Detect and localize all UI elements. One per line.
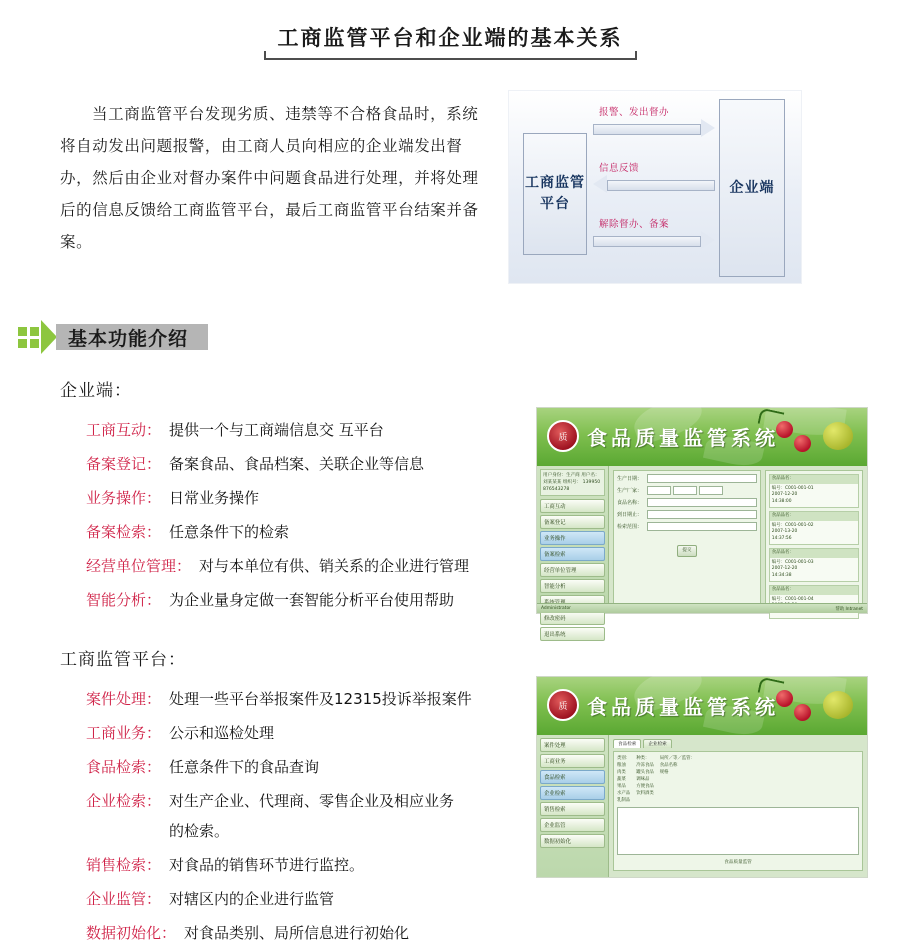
field-label: 到日期止：	[617, 511, 643, 518]
diagram-arrow-feedback-label: 信息反馈	[599, 163, 640, 174]
checkbox-item[interactable]: 乳制品	[617, 798, 631, 803]
feature-value: 公示和巡检处理	[169, 724, 275, 742]
arrow-right-icon	[701, 119, 715, 137]
diagram-arrow-close-label: 解除督办、备案	[599, 219, 670, 230]
list-item	[86, 752, 526, 782]
app-banner-title: 食品质量监管系统	[587, 426, 779, 450]
feature-value-line1: 对生产企业、代理商、零售企业及相应业务	[169, 792, 455, 810]
sidebar-item-jingying-danwei-guanli[interactable]: 经营单位管理	[540, 563, 605, 577]
feature-value: 日常业务操作	[169, 489, 260, 507]
feature-value: 提供一个与工商端信息交 互平台	[169, 421, 384, 439]
app-statusbar	[537, 603, 867, 613]
sidebar-item-shuju-chushihua[interactable]: 数据初始化	[540, 834, 605, 848]
feature-value-line2: 的检索。	[169, 822, 230, 840]
feature-key: 企业监管：	[86, 890, 162, 908]
checkbox-item[interactable]: 蔬菜	[617, 777, 626, 782]
footer-note: 食品质量监管	[724, 860, 752, 865]
sidebar-item-beian-dengji[interactable]: 备案登记	[540, 515, 605, 529]
tab-bar	[613, 739, 863, 748]
form-row	[617, 510, 757, 519]
feature-value: 对与本单位有供、销关系的企业进行管理	[199, 557, 470, 575]
feature-value	[169, 786, 454, 846]
app-logo: 质	[547, 420, 579, 452]
card-header: 食品品名：	[770, 475, 858, 484]
food-name-input[interactable]	[647, 498, 757, 507]
card-line: 编号：C001-001-03	[771, 559, 814, 565]
feature-key: 案件处理：	[86, 690, 162, 708]
intro-paragraph: 当工商监管平台发现劣质、违禁等不合格食品时，系统将自动发出问题报警，由工商人员向相应的企业端发出督办，然后由企业对督办案件中问题食品进行处理，并将处理后的信息反馈给工商监管平台，最后工商监管平台结案并备案。	[60, 105, 479, 251]
manufacturer-input-3[interactable]	[699, 486, 723, 495]
relationship-diagram	[508, 90, 802, 284]
arrow-body	[607, 180, 715, 191]
decorative-triangle-icon	[41, 320, 57, 354]
card-line: 编号：C001-001-02	[771, 522, 814, 528]
list-item	[86, 585, 526, 615]
card-line: 编号：C001-001-01	[771, 485, 814, 491]
sidebar-item-anjian-chuli[interactable]: 案件处理	[540, 738, 605, 752]
app-banner-title: 食品质量监管系统	[587, 695, 779, 719]
column-header: 种类：	[636, 756, 650, 761]
search-form-panel	[613, 470, 761, 609]
section-header-bar	[56, 324, 208, 350]
checkbox-item[interactable]: 调味品	[636, 777, 650, 782]
list-item	[86, 517, 526, 547]
arrow-left-icon	[593, 175, 607, 193]
apple-icon	[823, 691, 853, 719]
card-header: 食品品名：	[770, 549, 858, 558]
submit-button[interactable]: 提交	[677, 545, 696, 557]
feature-value: 任意条件下的检索	[169, 523, 290, 541]
diagram-arrow-close	[593, 219, 715, 251]
result-cards-panel	[765, 470, 863, 609]
column-header: 类别：	[617, 756, 631, 761]
statusbar-left: Administrator	[541, 606, 571, 611]
list-item	[86, 415, 526, 445]
app-banner	[537, 677, 867, 735]
decorative-squares-icon	[18, 327, 39, 348]
platform-block-title: 工商监管平台：	[60, 650, 186, 670]
checkbox-item[interactable]: 规格	[659, 770, 669, 775]
type-column	[636, 755, 654, 804]
feature-value: 对食品类别、局所信息进行初始化	[184, 924, 410, 942]
apple-icon	[823, 422, 853, 450]
intro-section	[0, 98, 900, 284]
tab-qiye-jiansuo[interactable]: 企业检索	[643, 739, 671, 748]
field-label: 生产日期：	[617, 475, 643, 482]
checkbox-item[interactable]: 肉类	[617, 770, 626, 775]
manufacturer-input-2[interactable]	[673, 486, 697, 495]
sidebar-item-qiye-jiansuo[interactable]: 企业检索	[540, 786, 605, 800]
sidebar-item-shipin-jiansuo[interactable]: 食品检索	[540, 770, 605, 784]
list-item	[86, 718, 526, 748]
card-line: 14:34:38	[771, 572, 792, 578]
arrow-body	[593, 124, 701, 135]
list-item[interactable]	[769, 474, 859, 508]
arrow-right-icon	[701, 231, 715, 249]
app-banner	[537, 408, 867, 466]
checkbox-item[interactable]: 食品名称	[659, 763, 678, 768]
feature-value: 对辖区内的企业进行监管	[169, 890, 335, 908]
sidebar-item-beian-jiansuo[interactable]: 备案检索	[540, 547, 605, 561]
feature-key: 工商业务：	[86, 724, 162, 742]
section-header	[18, 320, 900, 354]
arrow-body	[593, 236, 701, 247]
card-line: 14:37:56	[771, 535, 792, 541]
section-header-label: 基本功能介绍	[68, 327, 189, 350]
app-sidebar	[537, 735, 609, 877]
feature-key: 销售检索：	[86, 856, 162, 874]
document-title-wrapper	[0, 0, 900, 60]
form-row	[617, 486, 757, 495]
feature-value: 为企业量身定做一套智能分析平台使用帮助	[169, 591, 455, 609]
category-selection-panel	[613, 751, 863, 871]
feature-key: 食品检索：	[86, 758, 162, 776]
bureau-column	[660, 755, 695, 804]
enterprise-block	[0, 376, 900, 638]
feature-key: 备案检索：	[86, 523, 162, 541]
sidebar-item-xiugai-mima[interactable]: 修改密码	[540, 611, 605, 625]
sidebar-item-zhineng-fenxi[interactable]: 智能分析	[540, 579, 605, 593]
checkbox-item[interactable]: 罐头食品	[636, 770, 654, 775]
feature-key: 企业检索：	[86, 792, 162, 810]
list-item	[86, 786, 526, 846]
checkbox-item[interactable]: 冷冻食品	[636, 763, 654, 768]
enterprise-block-title: 企业端：	[60, 381, 132, 401]
list-item	[86, 449, 526, 479]
user-info-panel: 用户身份：生产商 用户名：刘某某某 组织号： 139950876543278	[540, 469, 605, 496]
field-label: 生产厂家：	[617, 487, 643, 494]
category-column	[617, 755, 630, 804]
diagram-left-box: 工商监管平台	[523, 133, 587, 255]
list-item	[86, 551, 526, 581]
diagram-arrow-alert	[593, 107, 715, 139]
feature-key: 备案登记：	[86, 455, 162, 473]
checkbox-item[interactable]: 方便食品	[636, 784, 654, 789]
form-row	[617, 474, 757, 483]
app-logo: 质	[547, 689, 579, 721]
form-row	[617, 522, 757, 531]
feature-key: 数据初始化：	[86, 924, 177, 942]
tab-shipin-jiansuo[interactable]: 食品检索	[613, 739, 641, 748]
sidebar-item-yewu-caozuo[interactable]: 业务操作	[540, 531, 605, 545]
end-date-input[interactable]	[647, 510, 757, 519]
card-line: 2007-13-20	[771, 529, 798, 534]
card-header: 食品品名：	[770, 586, 858, 595]
production-date-input[interactable]	[647, 474, 757, 483]
list-item[interactable]	[769, 511, 859, 545]
checkbox-item[interactable]: 粮油	[617, 763, 626, 768]
list-item	[86, 918, 526, 948]
manufacturer-input[interactable]	[647, 486, 671, 495]
feature-key: 经营单位管理：	[86, 557, 192, 575]
checkbox-item[interactable]: 果品	[617, 784, 626, 789]
checkbox-item[interactable]: 水产品	[617, 791, 631, 796]
field-label: 检索范围：	[617, 523, 643, 530]
app-sidebar	[537, 466, 609, 638]
platform-block	[0, 645, 900, 952]
feature-key: 智能分析：	[86, 591, 162, 609]
list-item	[86, 850, 526, 880]
form-row	[617, 498, 757, 507]
sidebar-item-qiye-jianguan[interactable]: 企业监管	[540, 818, 605, 832]
sidebar-item-gongshang-yewu[interactable]: 工商业务	[540, 754, 605, 768]
list-item[interactable]	[769, 548, 859, 582]
field-label: 食品名称：	[617, 499, 643, 506]
checkbox-item[interactable]: 饮料酒类	[636, 791, 654, 796]
diagram-right-box: 企业端	[719, 99, 785, 277]
sidebar-item-xiaoshou-jiansuo[interactable]: 销售检索	[540, 802, 605, 816]
cherry-icon	[794, 704, 811, 721]
card-line: 2007-12-20	[771, 566, 798, 571]
sidebar-item-gongshang-hudong[interactable]: 工商互动	[540, 499, 605, 513]
feature-value: 对食品的销售环节进行监控。	[169, 856, 365, 874]
sidebar-item-tuichu-xitong[interactable]: 退出系统	[540, 627, 605, 641]
scope-input[interactable]	[647, 522, 757, 531]
feature-value: 处理一些平台举报案件及12315投诉举报案件	[169, 690, 472, 708]
diagram-arrow-alert-label: 报警、发出督办	[599, 107, 670, 118]
feature-value: 备案食品、食品档案、关联企业等信息	[169, 455, 425, 473]
list-item	[86, 483, 526, 513]
enterprise-app-screenshot	[536, 407, 868, 638]
feature-value: 任意条件下的食品查询	[169, 758, 320, 776]
feature-key: 业务操作：	[86, 489, 162, 507]
card-line: 编号：C001-001-04	[771, 596, 814, 602]
platform-feature-list	[60, 684, 526, 952]
column-header: 局所／等／监管：	[659, 756, 695, 761]
list-item	[86, 884, 526, 914]
card-line: 2007-12-20	[771, 492, 798, 497]
cherry-icon	[794, 435, 811, 452]
enterprise-feature-list	[60, 415, 526, 619]
results-area[interactable]	[617, 807, 859, 855]
list-item[interactable]	[769, 585, 859, 619]
list-item	[86, 684, 526, 714]
feature-key: 工商互动：	[86, 421, 162, 439]
card-header: 食品品名：	[770, 512, 858, 521]
card-line: 14:38:00	[771, 498, 792, 504]
page-title: 工商监管平台和企业端的基本关系	[264, 18, 637, 60]
diagram-arrow-feedback	[593, 163, 715, 195]
platform-app-screenshot	[536, 676, 868, 878]
statusbar-right: 帮助 Intranet	[835, 606, 863, 612]
